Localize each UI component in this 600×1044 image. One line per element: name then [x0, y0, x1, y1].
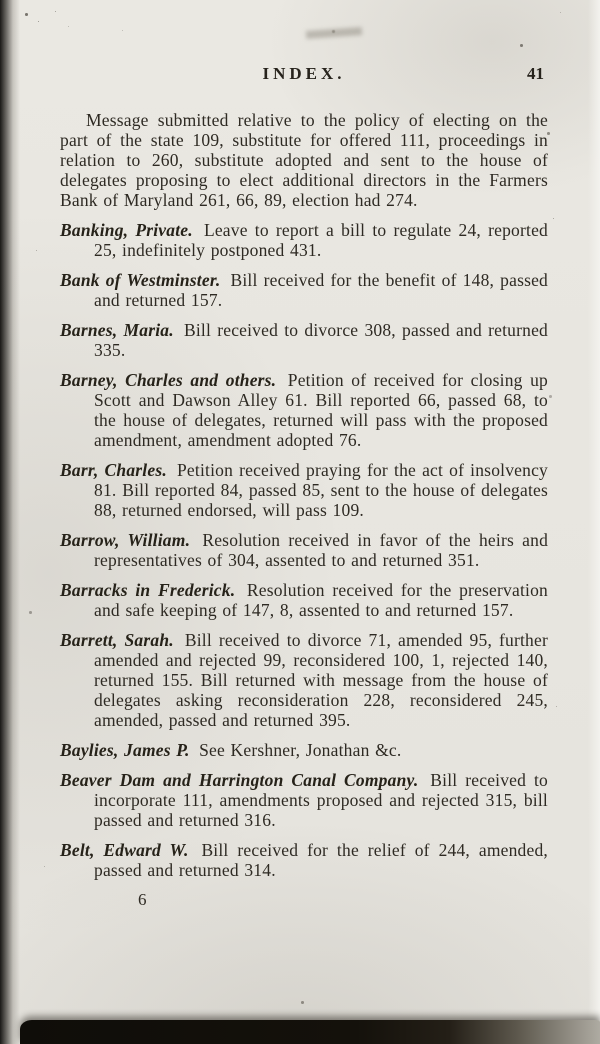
entry-term: Barnes, Maria.	[60, 320, 174, 340]
entry-text: Bill received for the benefit of 148, passed and returned 157.	[94, 270, 549, 310]
index-entry	[60, 530, 548, 570]
entry-text: Leave to report a bill to regulate 24, reported 25, indefinitely postponed 431.	[94, 220, 548, 260]
entry-text: Bill received for the relief of 244, amended, passed and returned 314.	[94, 840, 548, 880]
index-entry	[60, 460, 548, 520]
index-entry	[60, 770, 548, 830]
page-content	[60, 64, 548, 910]
entry-term: Barrett, Sarah.	[60, 630, 174, 650]
index-entry	[60, 630, 548, 730]
entry-text: Bill received to incorporate 111, amendments proposed and rejected 315, bill passed and returned 316.	[94, 770, 548, 830]
paper-smudge	[306, 27, 362, 39]
binding-shadow	[0, 0, 20, 1044]
page-number: 41	[527, 64, 544, 83]
entry-term: Barr, Charles.	[60, 460, 167, 480]
entry-text: Message submitted relative to the policy of electing on the part of the state 109, substitute for offered 111, proceedings in relation to 260, substitute adopted and sent to the house of delegates proposing to elect additional directors in the Farmers Bank of Maryland 261, 66, 89, election had 274.	[60, 110, 548, 210]
entry-term: Baylies, James P.	[60, 740, 190, 760]
entry-text: Resolution received for the preservation and safe keeping of 147, 8, assented to and returned 157.	[94, 580, 548, 620]
index-entry	[60, 320, 548, 360]
scan-edge-right	[588, 0, 600, 1044]
scan-edge-bottom	[20, 1020, 600, 1044]
entry-text: Bill received to divorce 71, amended 95, further amended and rejected 99, reconsidered 100, 1, rejected 140, returned 155. Bill returned with message from the house of delegates asking reconsideration 228, reconsidered 245, amended, passed and returned 395.	[94, 630, 549, 730]
index-entry	[60, 840, 548, 880]
entry-term: Banking, Private.	[60, 220, 193, 240]
entry-term: Beaver Dam and Harrington Canal Company.	[60, 770, 419, 790]
signature-mark: 6	[138, 890, 147, 909]
index-entry	[60, 220, 548, 260]
index-entry	[60, 740, 548, 760]
entry-term: Bank of Westminster.	[60, 270, 221, 290]
page-title: INDEX.	[262, 64, 346, 83]
entry-text: Resolution received in favor of the heirs and representatives of 304, assented to and returned 351.	[94, 530, 549, 570]
entry-term: Barney, Charles and others.	[60, 370, 277, 390]
index-entry	[60, 370, 548, 450]
entry-term: Barracks in Frederick.	[60, 580, 236, 600]
entry-text: Bill received to divorce 308, passed and returned 335.	[94, 320, 548, 360]
entry-text: Petition of received for closing up Scott and Dawson Alley 61. Bill reported 66, passed 68, to the house of delegates, returned will pass with the proposed amendment, amendment adopted 76.	[94, 370, 548, 450]
entry-text: Petition received praying for the act of insolvency 81. Bill reported 84, passed 85, sent to the house of delegates 88, returned endorsed, will pass 109.	[94, 460, 548, 520]
page-header	[60, 64, 548, 88]
index-entry	[60, 110, 548, 210]
index-entry	[60, 580, 548, 620]
entry-term: Belt, Edward W.	[60, 840, 189, 860]
entry-text: See Kershner, Jonathan &c.	[199, 740, 402, 760]
index-entry	[60, 270, 548, 310]
entry-term: Barrow, William.	[60, 530, 191, 550]
